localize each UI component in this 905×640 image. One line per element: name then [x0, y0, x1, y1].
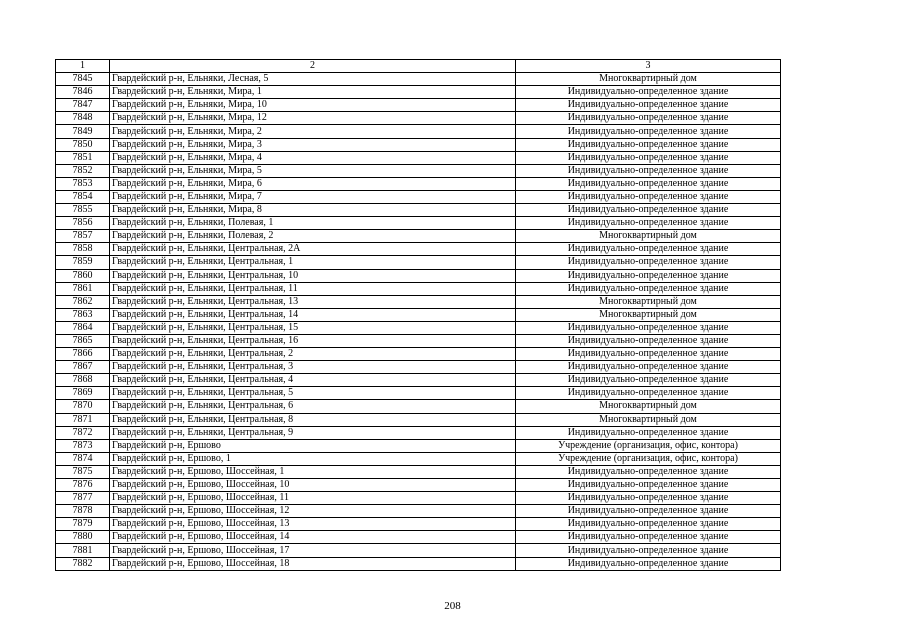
row-number-cell: 7846	[56, 86, 110, 99]
building-type-cell: Индивидуально-определенное здание	[516, 112, 781, 125]
address-cell: Гвардейский р-н, Ершово, Шоссейная, 17	[110, 544, 516, 557]
address-cell: Гвардейский р-н, Ельняки, Мира, 5	[110, 164, 516, 177]
address-cell: Гвардейский р-н, Ельняки, Мира, 6	[110, 177, 516, 190]
building-type-cell: Многоквартирный дом	[516, 400, 781, 413]
table-row	[56, 230, 781, 243]
table-row	[56, 439, 781, 452]
row-number-cell: 7862	[56, 295, 110, 308]
building-type-cell: Многоквартирный дом	[516, 295, 781, 308]
row-number-cell: 7845	[56, 73, 110, 86]
row-number-cell: 7880	[56, 531, 110, 544]
address-cell: Гвардейский р-н, Ершово, Шоссейная, 14	[110, 531, 516, 544]
row-number-cell: 7857	[56, 230, 110, 243]
building-type-cell: Индивидуально-определенное здание	[516, 99, 781, 112]
row-number-cell: 7871	[56, 413, 110, 426]
address-cell: Гвардейский р-н, Ельняки, Центральная, 10	[110, 269, 516, 282]
table-row	[56, 73, 781, 86]
table-row	[56, 413, 781, 426]
row-number-cell: 7861	[56, 282, 110, 295]
row-number-cell: 7877	[56, 492, 110, 505]
row-number-cell: 7865	[56, 334, 110, 347]
building-type-cell: Индивидуально-определенное здание	[516, 190, 781, 203]
building-type-cell: Индивидуально-определенное здание	[516, 361, 781, 374]
address-cell: Гвардейский р-н, Ельняки, Мира, 2	[110, 125, 516, 138]
address-cell: Гвардейский р-н, Ельняки, Мира, 10	[110, 99, 516, 112]
building-type-cell: Многоквартирный дом	[516, 73, 781, 86]
address-cell: Гвардейский р-н, Ельняки, Центральная, 8	[110, 413, 516, 426]
table-row	[56, 452, 781, 465]
table-row	[56, 86, 781, 99]
building-type-cell: Индивидуально-определенное здание	[516, 334, 781, 347]
table-row	[56, 243, 781, 256]
row-number-cell: 7879	[56, 518, 110, 531]
table-row	[56, 361, 781, 374]
building-type-cell: Индивидуально-определенное здание	[516, 492, 781, 505]
building-type-cell: Многоквартирный дом	[516, 230, 781, 243]
table-row	[56, 112, 781, 125]
building-type-cell: Индивидуально-определенное здание	[516, 138, 781, 151]
table-row	[56, 99, 781, 112]
table-row	[56, 177, 781, 190]
address-cell: Гвардейский р-н, Ельняки, Мира, 3	[110, 138, 516, 151]
row-number-cell: 7854	[56, 190, 110, 203]
row-number-cell: 7881	[56, 544, 110, 557]
address-cell: Гвардейский р-н, Ельняки, Центральная, 6	[110, 400, 516, 413]
row-number-cell: 7878	[56, 505, 110, 518]
table-row	[56, 426, 781, 439]
building-type-cell: Индивидуально-определенное здание	[516, 531, 781, 544]
address-cell: Гвардейский р-н, Ершово, Шоссейная, 1	[110, 465, 516, 478]
row-number-cell: 7867	[56, 361, 110, 374]
row-number-cell: 7855	[56, 204, 110, 217]
row-number-cell: 7848	[56, 112, 110, 125]
building-type-cell: Индивидуально-определенное здание	[516, 269, 781, 282]
address-cell: Гвардейский р-н, Ершово, Шоссейная, 13	[110, 518, 516, 531]
table-row	[56, 190, 781, 203]
building-type-cell: Индивидуально-определенное здание	[516, 387, 781, 400]
building-type-cell: Индивидуально-определенное здание	[516, 204, 781, 217]
row-number-cell: 7847	[56, 99, 110, 112]
table-row	[56, 465, 781, 478]
address-cell: Гвардейский р-н, Ершово, Шоссейная, 11	[110, 492, 516, 505]
address-cell: Гвардейский р-н, Ершово, Шоссейная, 18	[110, 557, 516, 570]
table-row	[56, 531, 781, 544]
table-row	[56, 282, 781, 295]
address-cell: Гвардейский р-н, Ершово, Шоссейная, 12	[110, 505, 516, 518]
row-number-cell: 7850	[56, 138, 110, 151]
table-row	[56, 321, 781, 334]
address-table-body	[56, 60, 781, 571]
address-cell: Гвардейский р-н, Ельняки, Центральная, 15	[110, 321, 516, 334]
address-cell: Гвардейский р-н, Ельняки, Мира, 8	[110, 204, 516, 217]
building-type-cell: Индивидуально-определенное здание	[516, 177, 781, 190]
table-row	[56, 479, 781, 492]
row-number-cell: 7866	[56, 348, 110, 361]
row-number-cell: 7863	[56, 308, 110, 321]
building-type-cell: Индивидуально-определенное здание	[516, 479, 781, 492]
table-row	[56, 164, 781, 177]
building-type-cell: Индивидуально-определенное здание	[516, 505, 781, 518]
address-cell: Гвардейский р-н, Ельняки, Центральная, 9	[110, 426, 516, 439]
table-row	[56, 387, 781, 400]
building-type-cell: Индивидуально-определенное здание	[516, 282, 781, 295]
address-cell: Гвардейский р-н, Ельняки, Полевая, 1	[110, 217, 516, 230]
building-type-cell: Индивидуально-определенное здание	[516, 217, 781, 230]
address-cell: Гвардейский р-н, Ельняки, Центральная, 13	[110, 295, 516, 308]
building-type-cell: Учреждение (организация, офис, контора)	[516, 452, 781, 465]
table-row	[56, 505, 781, 518]
address-table	[55, 59, 781, 571]
table-row	[56, 125, 781, 138]
building-type-cell: Индивидуально-определенное здание	[516, 465, 781, 478]
address-cell: Гвардейский р-н, Ельняки, Полевая, 2	[110, 230, 516, 243]
row-number-cell: 7872	[56, 426, 110, 439]
table-row	[56, 544, 781, 557]
row-number-cell: 7858	[56, 243, 110, 256]
row-number-cell: 7875	[56, 465, 110, 478]
table-row	[56, 217, 781, 230]
address-cell: Гвардейский р-н, Ельняки, Центральная, 5	[110, 387, 516, 400]
building-type-cell: Индивидуально-определенное здание	[516, 151, 781, 164]
row-number-cell: 7869	[56, 387, 110, 400]
row-number-cell: 7849	[56, 125, 110, 138]
row-number-cell: 7882	[56, 557, 110, 570]
table-row	[56, 518, 781, 531]
address-cell: Гвардейский р-н, Ельняки, Центральная, 3	[110, 361, 516, 374]
building-type-cell: Индивидуально-определенное здание	[516, 86, 781, 99]
building-type-cell: Учреждение (организация, офис, контора)	[516, 439, 781, 452]
address-cell: Гвардейский р-н, Ершово, Шоссейная, 10	[110, 479, 516, 492]
table-row	[56, 204, 781, 217]
building-type-cell: Индивидуально-определенное здание	[516, 321, 781, 334]
building-type-cell: Многоквартирный дом	[516, 413, 781, 426]
row-number-cell: 7853	[56, 177, 110, 190]
address-cell: Гвардейский р-н, Ельняки, Центральная, 16	[110, 334, 516, 347]
building-type-cell: Индивидуально-определенное здание	[516, 243, 781, 256]
row-number-cell: 7851	[56, 151, 110, 164]
building-type-cell: Индивидуально-определенное здание	[516, 557, 781, 570]
address-cell: Гвардейский р-н, Ельняки, Центральная, 11	[110, 282, 516, 295]
table-row	[56, 400, 781, 413]
row-number-cell: 7852	[56, 164, 110, 177]
row-number-cell: 7873	[56, 439, 110, 452]
building-type-cell: Индивидуально-определенное здание	[516, 544, 781, 557]
address-cell: Гвардейский р-н, Ельняки, Центральная, 4	[110, 374, 516, 387]
table-row	[56, 348, 781, 361]
row-number-cell: 7856	[56, 217, 110, 230]
header-cell-number: 1	[56, 60, 110, 73]
address-cell: Гвардейский р-н, Ельняки, Мира, 7	[110, 190, 516, 203]
address-cell: Гвардейский р-н, Ельняки, Центральная, 14	[110, 308, 516, 321]
table-row	[56, 269, 781, 282]
address-cell: Гвардейский р-н, Ельняки, Центральная, 2	[110, 348, 516, 361]
address-cell: Гвардейский р-н, Ельняки, Центральная, 2А	[110, 243, 516, 256]
address-cell: Гвардейский р-н, Ельняки, Мира, 1	[110, 86, 516, 99]
building-type-cell: Индивидуально-определенное здание	[516, 125, 781, 138]
building-type-cell: Индивидуально-определенное здание	[516, 164, 781, 177]
table-row	[56, 492, 781, 505]
address-cell: Гвардейский р-н, Ершово, 1	[110, 452, 516, 465]
building-type-cell: Индивидуально-определенное здание	[516, 518, 781, 531]
address-cell: Гвардейский р-н, Ельняки, Центральная, 1	[110, 256, 516, 269]
row-number-cell: 7864	[56, 321, 110, 334]
building-type-cell: Многоквартирный дом	[516, 308, 781, 321]
header-cell-type: 3	[516, 60, 781, 73]
address-cell: Гвардейский р-н, Ельняки, Мира, 12	[110, 112, 516, 125]
page-number: 208	[444, 600, 461, 612]
table-row	[56, 308, 781, 321]
table-row	[56, 334, 781, 347]
building-type-cell: Индивидуально-определенное здание	[516, 426, 781, 439]
row-number-cell: 7859	[56, 256, 110, 269]
table-row	[56, 295, 781, 308]
row-number-cell: 7868	[56, 374, 110, 387]
address-cell: Гвардейский р-н, Ершово	[110, 439, 516, 452]
table-header-row	[56, 60, 781, 73]
address-cell: Гвардейский р-н, Ельняки, Мира, 4	[110, 151, 516, 164]
row-number-cell: 7876	[56, 479, 110, 492]
table-row	[56, 151, 781, 164]
table-row	[56, 256, 781, 269]
building-type-cell: Индивидуально-определенное здание	[516, 256, 781, 269]
table-row	[56, 557, 781, 570]
row-number-cell: 7870	[56, 400, 110, 413]
table-row	[56, 374, 781, 387]
address-cell: Гвардейский р-н, Ельняки, Лесная, 5	[110, 73, 516, 86]
row-number-cell: 7860	[56, 269, 110, 282]
building-type-cell: Индивидуально-определенное здание	[516, 348, 781, 361]
header-cell-address: 2	[110, 60, 516, 73]
row-number-cell: 7874	[56, 452, 110, 465]
building-type-cell: Индивидуально-определенное здание	[516, 374, 781, 387]
table-row	[56, 138, 781, 151]
